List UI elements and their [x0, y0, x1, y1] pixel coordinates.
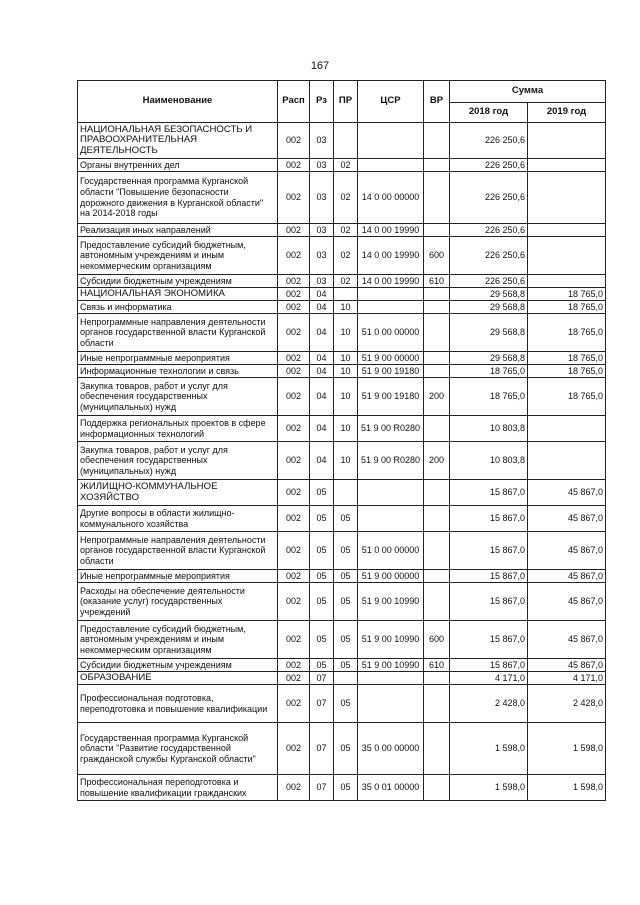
- table-row: [78, 506, 606, 532]
- row-rasp: 002: [278, 480, 310, 506]
- row-csr: 51 0 00 00000: [358, 532, 424, 570]
- row-pr: [334, 288, 358, 301]
- row-sum-2018: 15 867,0: [450, 621, 528, 659]
- row-name: НАЦИОНАЛЬНАЯ БЕЗОПАСНОСТЬ И ПРАВООХРАНИТЕЛЬНАЯ ДЕЯТЕЛЬНОСТЬ: [78, 123, 278, 159]
- row-name: Профессиональная подготовка, переподготовка и повышение квалификации: [78, 685, 278, 723]
- row-rz: 03: [310, 123, 334, 159]
- row-sum-2019: [528, 159, 606, 172]
- row-csr: 35 0 01 00000: [358, 775, 424, 801]
- row-rasp: 002: [278, 775, 310, 801]
- row-rasp: 002: [278, 314, 310, 352]
- header-rasp: Расп: [278, 81, 310, 123]
- row-rz: 04: [310, 314, 334, 352]
- row-csr: 51 9 00 19180: [358, 378, 424, 416]
- row-sum-2018: 15 867,0: [450, 480, 528, 506]
- row-pr: [334, 672, 358, 685]
- table-row: [78, 416, 606, 442]
- row-pr: 02: [334, 172, 358, 224]
- row-sum-2019: [528, 416, 606, 442]
- row-sum-2018: 2 428,0: [450, 685, 528, 723]
- row-name: Субсидии бюджетным учреждениям: [78, 659, 278, 672]
- row-pr: [334, 123, 358, 159]
- row-rasp: 002: [278, 237, 310, 275]
- row-sum-2019: 45 867,0: [528, 532, 606, 570]
- row-rasp: 002: [278, 172, 310, 224]
- row-name: Субсидии бюджетным учреждениям: [78, 275, 278, 288]
- row-name: Закупка товаров, работ и услуг для обеспечения государственных (муниципальных) нужд: [78, 442, 278, 480]
- row-sum-2018: 18 765,0: [450, 365, 528, 378]
- row-sum-2018: 226 250,6: [450, 237, 528, 275]
- row-name: Расходы на обеспечение деятельности (оказание услуг) государственных учреждений: [78, 583, 278, 621]
- row-rz: 03: [310, 237, 334, 275]
- header-sum: Сумма: [450, 81, 606, 103]
- row-sum-2018: 29 568,8: [450, 314, 528, 352]
- row-name: Предоставление субсидий бюджетным, автономным учреждениям и иным некоммерческим организациям: [78, 237, 278, 275]
- row-vr: [424, 685, 450, 723]
- row-rz: 04: [310, 416, 334, 442]
- row-name: Информационные технологии и связь: [78, 365, 278, 378]
- header-name: Наименование: [78, 81, 278, 123]
- row-pr: 02: [334, 159, 358, 172]
- row-pr: 05: [334, 723, 358, 775]
- row-sum-2019: 18 765,0: [528, 378, 606, 416]
- row-sum-2019: 18 765,0: [528, 288, 606, 301]
- row-csr: 14 0 00 19990: [358, 275, 424, 288]
- row-vr: [424, 314, 450, 352]
- table-row: [78, 570, 606, 583]
- row-rasp: 002: [278, 159, 310, 172]
- row-sum-2019: [528, 237, 606, 275]
- row-name: ЖИЛИЩНО-КОММУНАЛЬНОЕ ХОЗЯЙСТВО: [78, 480, 278, 506]
- row-rasp: 002: [278, 123, 310, 159]
- row-pr: 10: [334, 301, 358, 314]
- row-pr: 05: [334, 775, 358, 801]
- row-rasp: 002: [278, 659, 310, 672]
- row-vr: 600: [424, 621, 450, 659]
- row-sum-2019: 18 765,0: [528, 301, 606, 314]
- row-rz: 03: [310, 159, 334, 172]
- row-rz: 07: [310, 672, 334, 685]
- table-row: [78, 123, 606, 159]
- table-row: [78, 314, 606, 352]
- table-row: [78, 237, 606, 275]
- row-rasp: 002: [278, 442, 310, 480]
- row-csr: [358, 685, 424, 723]
- row-rasp: 002: [278, 583, 310, 621]
- row-rz: 03: [310, 172, 334, 224]
- row-rz: 04: [310, 365, 334, 378]
- row-pr: 05: [334, 621, 358, 659]
- row-vr: [424, 416, 450, 442]
- row-rz: 07: [310, 775, 334, 801]
- row-sum-2019: 45 867,0: [528, 506, 606, 532]
- row-pr: 05: [334, 532, 358, 570]
- row-name: Иные непрограммные мероприятия: [78, 570, 278, 583]
- row-vr: [424, 480, 450, 506]
- row-rasp: 002: [278, 570, 310, 583]
- table-row: [78, 621, 606, 659]
- row-pr: 05: [334, 506, 358, 532]
- row-rasp: 002: [278, 352, 310, 365]
- row-rasp: 002: [278, 378, 310, 416]
- page-number: 167: [310, 60, 330, 72]
- row-sum-2019: 2 428,0: [528, 685, 606, 723]
- row-csr: 51 9 00 10990: [358, 583, 424, 621]
- row-vr: [424, 583, 450, 621]
- row-sum-2018: 10 803,8: [450, 442, 528, 480]
- row-pr: 05: [334, 659, 358, 672]
- row-rz: 04: [310, 378, 334, 416]
- row-name: Органы внутренних дел: [78, 159, 278, 172]
- row-name: Закупка товаров, работ и услуг для обеспечения государственных (муниципальных) нужд: [78, 378, 278, 416]
- row-name: Непрограммные направления деятельности органов государственной власти Курганской области: [78, 314, 278, 352]
- row-rasp: 002: [278, 621, 310, 659]
- row-vr: [424, 123, 450, 159]
- table-row: [78, 659, 606, 672]
- table-row: [78, 365, 606, 378]
- row-vr: [424, 365, 450, 378]
- row-sum-2018: 1 598,0: [450, 723, 528, 775]
- row-rasp: 002: [278, 365, 310, 378]
- row-rasp: 002: [278, 301, 310, 314]
- header-2019: 2019 год: [528, 103, 606, 123]
- row-name: Непрограммные направления деятельности органов государственной власти Курганской области: [78, 532, 278, 570]
- row-name: Предоставление субсидий бюджетным, автономным учреждениям и иным некоммерческим организациям: [78, 621, 278, 659]
- row-sum-2018: 29 568,8: [450, 301, 528, 314]
- row-vr: [424, 723, 450, 775]
- row-csr: 51 9 00 00000: [358, 570, 424, 583]
- row-sum-2018: 4 171,0: [450, 672, 528, 685]
- header-pr: ПР: [334, 81, 358, 123]
- row-vr: [424, 506, 450, 532]
- row-sum-2019: 1 598,0: [528, 723, 606, 775]
- row-vr: [424, 301, 450, 314]
- row-csr: 51 9 00 00000: [358, 352, 424, 365]
- row-sum-2019: 18 765,0: [528, 352, 606, 365]
- row-vr: [424, 570, 450, 583]
- row-vr: 200: [424, 442, 450, 480]
- row-sum-2018: 226 250,6: [450, 224, 528, 237]
- row-rz: 07: [310, 685, 334, 723]
- row-pr: 02: [334, 275, 358, 288]
- row-rz: 05: [310, 506, 334, 532]
- row-rasp: 002: [278, 275, 310, 288]
- header-rz: Рз: [310, 81, 334, 123]
- row-name: Другие вопросы в области жилищно-коммунального хозяйства: [78, 506, 278, 532]
- row-vr: [424, 672, 450, 685]
- row-pr: 05: [334, 685, 358, 723]
- row-sum-2018: 1 598,0: [450, 775, 528, 801]
- table-row: [78, 159, 606, 172]
- row-rz: 05: [310, 659, 334, 672]
- row-rz: 03: [310, 275, 334, 288]
- row-sum-2018: 15 867,0: [450, 532, 528, 570]
- row-sum-2018: 29 568,8: [450, 352, 528, 365]
- row-name: Профессиональная переподготовка и повышение квалификации гражданских: [78, 775, 278, 801]
- row-pr: 10: [334, 365, 358, 378]
- row-sum-2018: 226 250,6: [450, 275, 528, 288]
- row-sum-2019: 18 765,0: [528, 365, 606, 378]
- row-pr: 10: [334, 416, 358, 442]
- row-csr: [358, 480, 424, 506]
- row-csr: [358, 301, 424, 314]
- row-vr: [424, 288, 450, 301]
- row-sum-2019: [528, 442, 606, 480]
- row-rz: 05: [310, 532, 334, 570]
- row-sum-2019: 45 867,0: [528, 583, 606, 621]
- row-rasp: 002: [278, 416, 310, 442]
- row-rz: 05: [310, 570, 334, 583]
- row-sum-2019: 45 867,0: [528, 570, 606, 583]
- row-name: Государственная программа Курганской области "Повышение безопасности дорожного движения в Курганской области" на 2014-2018 годы: [78, 172, 278, 224]
- row-csr: [358, 288, 424, 301]
- row-rasp: 002: [278, 224, 310, 237]
- row-pr: 02: [334, 237, 358, 275]
- table-row: [78, 172, 606, 224]
- row-sum-2019: 1 598,0: [528, 775, 606, 801]
- row-pr: 05: [334, 570, 358, 583]
- row-rasp: 002: [278, 672, 310, 685]
- row-vr: [424, 532, 450, 570]
- row-rasp: 002: [278, 723, 310, 775]
- row-sum-2018: 226 250,6: [450, 172, 528, 224]
- row-rz: 05: [310, 583, 334, 621]
- header-csr: ЦСР: [358, 81, 424, 123]
- row-name: НАЦИОНАЛЬНАЯ ЭКОНОМИКА: [78, 288, 278, 301]
- row-csr: [358, 506, 424, 532]
- budget-table: [77, 80, 606, 801]
- row-vr: 610: [424, 659, 450, 672]
- row-csr: 14 0 00 00000: [358, 172, 424, 224]
- row-name: Государственная программа Курганской области "Развитие государственной гражданской службы Курганской области": [78, 723, 278, 775]
- row-sum-2018: 15 867,0: [450, 506, 528, 532]
- row-csr: 14 0 00 19990: [358, 224, 424, 237]
- row-rz: 04: [310, 352, 334, 365]
- header-vr: ВР: [424, 81, 450, 123]
- row-name: Поддержка региональных проектов в сфере информационных технологий: [78, 416, 278, 442]
- table-row: [78, 583, 606, 621]
- row-csr: 51 9 00 R0280: [358, 416, 424, 442]
- row-csr: 35 0 00 00000: [358, 723, 424, 775]
- row-sum-2018: 10 803,8: [450, 416, 528, 442]
- table-row: [78, 532, 606, 570]
- table-row: [78, 378, 606, 416]
- row-csr: 51 9 00 10990: [358, 659, 424, 672]
- table-row: [78, 275, 606, 288]
- row-pr: 10: [334, 442, 358, 480]
- row-csr: 14 0 00 19990: [358, 237, 424, 275]
- row-vr: [424, 159, 450, 172]
- table-row: [78, 723, 606, 775]
- row-sum-2019: 4 171,0: [528, 672, 606, 685]
- table-row: [78, 224, 606, 237]
- row-vr: [424, 352, 450, 365]
- table-row: [78, 301, 606, 314]
- table-row: [78, 775, 606, 801]
- row-rasp: 002: [278, 532, 310, 570]
- row-vr: [424, 224, 450, 237]
- row-sum-2019: 45 867,0: [528, 480, 606, 506]
- row-sum-2018: 18 765,0: [450, 378, 528, 416]
- row-pr: [334, 480, 358, 506]
- row-sum-2019: [528, 224, 606, 237]
- row-sum-2019: 18 765,0: [528, 314, 606, 352]
- table-row: [78, 685, 606, 723]
- row-name: Иные непрограммные мероприятия: [78, 352, 278, 365]
- row-sum-2019: 45 867,0: [528, 659, 606, 672]
- row-rz: 07: [310, 723, 334, 775]
- row-pr: 10: [334, 314, 358, 352]
- row-csr: 51 9 00 10990: [358, 621, 424, 659]
- table-row: [78, 442, 606, 480]
- row-rz: 04: [310, 288, 334, 301]
- table-row: [78, 480, 606, 506]
- row-vr: 200: [424, 378, 450, 416]
- row-rz: 05: [310, 621, 334, 659]
- table-row: [78, 672, 606, 685]
- row-rz: 03: [310, 224, 334, 237]
- row-csr: 51 9 00 R0280: [358, 442, 424, 480]
- row-rasp: 002: [278, 685, 310, 723]
- row-name: ОБРАЗОВАНИЕ: [78, 672, 278, 685]
- row-rz: 05: [310, 480, 334, 506]
- row-csr: 51 0 00 00000: [358, 314, 424, 352]
- row-sum-2018: 15 867,0: [450, 659, 528, 672]
- row-sum-2019: [528, 172, 606, 224]
- row-rasp: 002: [278, 506, 310, 532]
- row-sum-2018: 226 250,6: [450, 159, 528, 172]
- row-pr: 10: [334, 378, 358, 416]
- row-vr: [424, 775, 450, 801]
- row-pr: 10: [334, 352, 358, 365]
- row-rz: 04: [310, 442, 334, 480]
- row-sum-2018: 226 250,6: [450, 123, 528, 159]
- row-vr: 610: [424, 275, 450, 288]
- table-row: [78, 288, 606, 301]
- row-rasp: 002: [278, 288, 310, 301]
- row-pr: 02: [334, 224, 358, 237]
- row-sum-2019: [528, 275, 606, 288]
- row-csr: 51 9 00 19180: [358, 365, 424, 378]
- row-sum-2018: 29 568,8: [450, 288, 528, 301]
- row-rz: 04: [310, 301, 334, 314]
- row-csr: [358, 159, 424, 172]
- row-name: Реализация иных направлений: [78, 224, 278, 237]
- row-vr: [424, 172, 450, 224]
- row-pr: 05: [334, 583, 358, 621]
- row-csr: [358, 123, 424, 159]
- header-2018: 2018 год: [450, 103, 528, 123]
- row-sum-2018: 15 867,0: [450, 583, 528, 621]
- row-name: Связь и информатика: [78, 301, 278, 314]
- table-row: [78, 352, 606, 365]
- row-csr: [358, 672, 424, 685]
- row-vr: 600: [424, 237, 450, 275]
- row-sum-2018: 15 867,0: [450, 570, 528, 583]
- row-sum-2019: 45 867,0: [528, 621, 606, 659]
- row-sum-2019: [528, 123, 606, 159]
